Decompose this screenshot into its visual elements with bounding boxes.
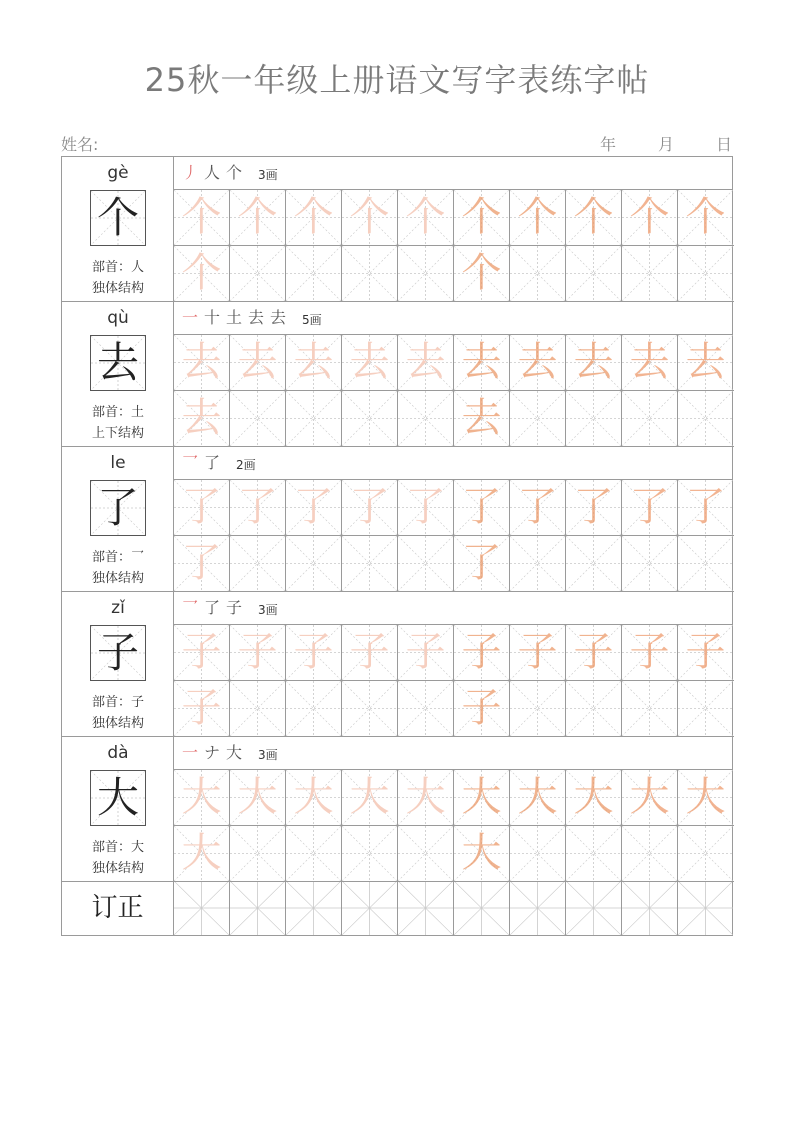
practice-cell[interactable] bbox=[622, 190, 678, 246]
guide-lines bbox=[566, 246, 621, 301]
trace-character: 大 bbox=[405, 774, 446, 820]
guide-lines bbox=[454, 881, 509, 935]
structure-label: 独体结构 bbox=[91, 861, 144, 876]
trace-character: 去 bbox=[181, 395, 222, 441]
practice-cell[interactable] bbox=[566, 480, 622, 536]
practice-cell[interactable] bbox=[174, 826, 230, 882]
trace-character: 子 bbox=[349, 629, 390, 675]
practice-sheet bbox=[61, 156, 733, 936]
radical-label: 部首：大 bbox=[91, 840, 144, 855]
practice-cell[interactable] bbox=[566, 335, 622, 391]
character-info bbox=[62, 447, 174, 591]
practice-cell[interactable] bbox=[678, 190, 734, 246]
character-info bbox=[62, 157, 174, 301]
guide-lines bbox=[566, 881, 621, 935]
trace-character: 子 bbox=[573, 629, 614, 675]
practice-cell[interactable] bbox=[622, 770, 678, 826]
guide-lines bbox=[398, 536, 453, 591]
practice-cell[interactable] bbox=[286, 536, 342, 592]
practice-cell[interactable] bbox=[566, 190, 622, 246]
guide-lines bbox=[286, 826, 341, 881]
guide-lines bbox=[510, 391, 565, 446]
practice-cell[interactable] bbox=[286, 826, 342, 882]
structure-label: 独体结构 bbox=[91, 716, 144, 731]
practice-cell[interactable] bbox=[342, 246, 398, 302]
stroke-count: 3画 bbox=[258, 748, 278, 762]
trace-character: 去 bbox=[349, 339, 390, 385]
guide-lines bbox=[342, 246, 397, 301]
guide-lines bbox=[678, 681, 733, 736]
practice-cell[interactable] bbox=[454, 391, 510, 447]
practice-cell[interactable] bbox=[174, 190, 230, 246]
practice-cell[interactable] bbox=[678, 335, 734, 391]
practice-cell[interactable] bbox=[342, 391, 398, 447]
practice-cell[interactable] bbox=[678, 770, 734, 826]
practice-cell[interactable] bbox=[510, 246, 566, 302]
practice-cell[interactable] bbox=[174, 480, 230, 536]
guide-lines bbox=[622, 246, 677, 301]
guide-lines bbox=[510, 536, 565, 591]
practice-cell[interactable] bbox=[174, 335, 230, 391]
practice-cell[interactable] bbox=[286, 190, 342, 246]
trace-character: 大 bbox=[461, 774, 502, 820]
stroke-step: ナ bbox=[204, 743, 221, 762]
guide-lines bbox=[398, 391, 453, 446]
correction-cell[interactable] bbox=[398, 881, 454, 935]
practice-cell[interactable] bbox=[622, 480, 678, 536]
pinyin: le bbox=[110, 453, 126, 473]
guide-lines bbox=[622, 391, 677, 446]
stroke-step: 一 bbox=[182, 308, 199, 327]
practice-cell[interactable] bbox=[454, 536, 510, 592]
guide-lines bbox=[342, 391, 397, 446]
model-character-box bbox=[90, 625, 146, 681]
trace-character: 去 bbox=[461, 339, 502, 385]
practice-cell[interactable] bbox=[398, 681, 454, 737]
practice-cell[interactable] bbox=[510, 625, 566, 681]
correction-cell[interactable] bbox=[454, 881, 510, 935]
trace-character: 了 bbox=[293, 484, 334, 530]
stroke-count: 2画 bbox=[236, 458, 256, 472]
practice-cell[interactable] bbox=[230, 770, 286, 826]
practice-cell[interactable] bbox=[342, 190, 398, 246]
practice-cell[interactable] bbox=[566, 625, 622, 681]
guide-lines bbox=[678, 246, 733, 301]
trace-character: 子 bbox=[181, 685, 222, 731]
stroke-step: 丿 bbox=[182, 163, 199, 182]
guide-lines bbox=[342, 881, 397, 935]
guide-lines bbox=[566, 826, 621, 881]
trace-character: 了 bbox=[349, 484, 390, 530]
trace-character: 个 bbox=[685, 194, 726, 240]
practice-cell[interactable] bbox=[622, 625, 678, 681]
stroke-step: 去 bbox=[270, 308, 287, 327]
trace-character: 了 bbox=[573, 484, 614, 530]
trace-character: 个 bbox=[517, 194, 558, 240]
correction-cell[interactable] bbox=[510, 881, 566, 935]
model-character-box bbox=[90, 335, 146, 391]
correction-cell[interactable] bbox=[342, 881, 398, 935]
trace-character: 去 bbox=[629, 339, 670, 385]
model-character-box bbox=[90, 480, 146, 536]
practice-cell[interactable] bbox=[286, 391, 342, 447]
radical-label: 部首：土 bbox=[91, 405, 144, 420]
trace-character: 去 bbox=[181, 339, 222, 385]
guide-lines bbox=[230, 246, 285, 301]
stroke-step: 子 bbox=[226, 598, 243, 617]
correction-label: 订正 bbox=[62, 881, 174, 935]
pinyin: gè bbox=[107, 163, 129, 183]
character-info bbox=[62, 592, 174, 736]
practice-cell[interactable] bbox=[342, 536, 398, 592]
model-character: 了 bbox=[96, 483, 139, 532]
day-label: 日 bbox=[715, 135, 732, 154]
practice-cell[interactable] bbox=[230, 246, 286, 302]
practice-cell[interactable] bbox=[286, 681, 342, 737]
trace-character: 子 bbox=[685, 629, 726, 675]
stroke-order bbox=[174, 302, 732, 335]
practice-cell[interactable] bbox=[230, 391, 286, 447]
guide-lines bbox=[566, 681, 621, 736]
radical-label: 部首：子 bbox=[91, 695, 144, 710]
practice-cell[interactable] bbox=[454, 681, 510, 737]
stroke-step: 个 bbox=[226, 163, 243, 182]
guide-lines bbox=[510, 681, 565, 736]
radical-label: 部首：乛 bbox=[91, 550, 144, 565]
trace-character: 去 bbox=[685, 339, 726, 385]
guide-lines bbox=[566, 536, 621, 591]
guide-lines bbox=[286, 881, 341, 935]
practice-cell[interactable] bbox=[286, 625, 342, 681]
practice-cell[interactable] bbox=[454, 826, 510, 882]
stroke-step: 土 bbox=[226, 308, 243, 327]
practice-cell[interactable] bbox=[622, 391, 678, 447]
trace-character: 了 bbox=[405, 484, 446, 530]
trace-character: 了 bbox=[629, 484, 670, 530]
stroke-order bbox=[174, 447, 732, 480]
trace-character: 子 bbox=[293, 629, 334, 675]
trace-character: 个 bbox=[573, 194, 614, 240]
practice-cell[interactable] bbox=[174, 246, 230, 302]
trace-character: 了 bbox=[461, 540, 502, 586]
trace-character: 了 bbox=[517, 484, 558, 530]
trace-character: 大 bbox=[293, 774, 334, 820]
correction-row bbox=[62, 881, 732, 935]
practice-cell[interactable] bbox=[286, 770, 342, 826]
guide-lines bbox=[230, 681, 285, 736]
correction-cell[interactable] bbox=[174, 881, 230, 935]
guide-lines bbox=[286, 681, 341, 736]
practice-cell[interactable] bbox=[230, 480, 286, 536]
practice-cell[interactable] bbox=[230, 681, 286, 737]
practice-cell[interactable] bbox=[230, 625, 286, 681]
guide-lines bbox=[342, 536, 397, 591]
practice-cell[interactable] bbox=[510, 335, 566, 391]
practice-cell[interactable] bbox=[286, 335, 342, 391]
stroke-order bbox=[174, 592, 732, 625]
trace-character: 个 bbox=[349, 194, 390, 240]
character-block bbox=[62, 302, 732, 447]
character-info bbox=[62, 737, 174, 881]
practice-cell[interactable] bbox=[678, 625, 734, 681]
practice-cell[interactable] bbox=[398, 335, 454, 391]
pinyin: qù bbox=[107, 308, 129, 328]
practice-cell[interactable] bbox=[230, 826, 286, 882]
trace-character: 子 bbox=[517, 629, 558, 675]
practice-cell[interactable] bbox=[342, 625, 398, 681]
guide-lines bbox=[230, 391, 285, 446]
guide-lines bbox=[230, 826, 285, 881]
trace-character: 了 bbox=[685, 484, 726, 530]
page-title: 25秋一年级上册语文写字表练字帖 bbox=[144, 61, 650, 99]
character-block bbox=[62, 447, 732, 592]
trace-character: 个 bbox=[405, 194, 446, 240]
practice-cell[interactable] bbox=[510, 190, 566, 246]
practice-cell[interactable] bbox=[174, 770, 230, 826]
trace-character: 子 bbox=[461, 685, 502, 731]
practice-cell[interactable] bbox=[398, 770, 454, 826]
guide-lines bbox=[174, 881, 229, 935]
practice-cell[interactable] bbox=[510, 536, 566, 592]
trace-character: 子 bbox=[237, 629, 278, 675]
pinyin: zǐ bbox=[111, 598, 125, 618]
guide-lines bbox=[510, 826, 565, 881]
practice-cell[interactable] bbox=[454, 335, 510, 391]
practice-cell[interactable] bbox=[342, 770, 398, 826]
trace-character: 大 bbox=[181, 830, 222, 876]
practice-cell[interactable] bbox=[174, 681, 230, 737]
trace-character: 个 bbox=[237, 194, 278, 240]
guide-lines bbox=[678, 881, 733, 935]
stroke-count: 3画 bbox=[258, 168, 278, 182]
practice-cell[interactable] bbox=[510, 770, 566, 826]
model-character: 个 bbox=[96, 193, 139, 242]
year-label: 年 bbox=[599, 135, 616, 154]
practice-cell[interactable] bbox=[678, 391, 734, 447]
practice-cell[interactable] bbox=[398, 536, 454, 592]
practice-cell[interactable] bbox=[566, 770, 622, 826]
guide-lines bbox=[398, 826, 453, 881]
practice-cell[interactable] bbox=[510, 681, 566, 737]
practice-cell[interactable] bbox=[286, 480, 342, 536]
trace-character: 个 bbox=[629, 194, 670, 240]
model-character: 大 bbox=[96, 773, 139, 822]
guide-lines bbox=[230, 881, 285, 935]
guide-lines bbox=[230, 536, 285, 591]
practice-cell[interactable] bbox=[230, 536, 286, 592]
trace-character: 了 bbox=[181, 484, 222, 530]
trace-character: 子 bbox=[461, 629, 502, 675]
practice-cell[interactable] bbox=[398, 190, 454, 246]
character-block bbox=[62, 157, 732, 302]
month-label: 月 bbox=[657, 135, 674, 154]
practice-cell[interactable] bbox=[230, 190, 286, 246]
stroke-step: 乛 bbox=[182, 598, 199, 617]
trace-character: 个 bbox=[181, 194, 222, 240]
guide-lines bbox=[286, 536, 341, 591]
practice-cell[interactable] bbox=[230, 335, 286, 391]
practice-cell[interactable] bbox=[398, 826, 454, 882]
practice-cell[interactable] bbox=[286, 246, 342, 302]
guide-lines bbox=[286, 246, 341, 301]
practice-cell[interactable] bbox=[678, 536, 734, 592]
practice-cell[interactable] bbox=[174, 391, 230, 447]
practice-cell[interactable] bbox=[398, 391, 454, 447]
model-character-box bbox=[90, 770, 146, 826]
practice-cell[interactable] bbox=[622, 826, 678, 882]
practice-cell[interactable] bbox=[342, 480, 398, 536]
practice-cell[interactable] bbox=[678, 681, 734, 737]
trace-character: 去 bbox=[405, 339, 446, 385]
trace-character: 大 bbox=[517, 774, 558, 820]
trace-character: 了 bbox=[237, 484, 278, 530]
trace-character: 大 bbox=[237, 774, 278, 820]
date-fields bbox=[600, 132, 732, 155]
practice-cell[interactable] bbox=[454, 770, 510, 826]
trace-character: 个 bbox=[181, 250, 222, 296]
guide-lines bbox=[622, 881, 677, 935]
stroke-order bbox=[174, 157, 732, 190]
correction-cell[interactable] bbox=[230, 881, 286, 935]
guide-lines bbox=[622, 826, 677, 881]
correction-cell[interactable] bbox=[566, 881, 622, 935]
trace-character: 去 bbox=[293, 339, 334, 385]
practice-cell[interactable] bbox=[398, 480, 454, 536]
guide-lines bbox=[510, 881, 565, 935]
guide-lines bbox=[622, 681, 677, 736]
stroke-step: 人 bbox=[204, 163, 221, 182]
practice-cell[interactable] bbox=[678, 246, 734, 302]
name-label: 姓名: bbox=[61, 135, 99, 154]
trace-character: 去 bbox=[573, 339, 614, 385]
stroke-step: 了 bbox=[204, 598, 221, 617]
model-character-box bbox=[90, 190, 146, 246]
character-block bbox=[62, 592, 732, 737]
trace-character: 去 bbox=[237, 339, 278, 385]
guide-lines bbox=[398, 246, 453, 301]
practice-cell[interactable] bbox=[566, 536, 622, 592]
guide-lines bbox=[342, 826, 397, 881]
model-character: 子 bbox=[96, 628, 139, 677]
practice-cell[interactable] bbox=[678, 480, 734, 536]
guide-lines bbox=[622, 536, 677, 591]
practice-cell[interactable] bbox=[566, 826, 622, 882]
stroke-step: 十 bbox=[204, 308, 221, 327]
pinyin: dà bbox=[107, 743, 129, 763]
trace-character: 子 bbox=[405, 629, 446, 675]
correction-cell[interactable] bbox=[286, 881, 342, 935]
practice-cell[interactable] bbox=[174, 625, 230, 681]
trace-character: 大 bbox=[181, 774, 222, 820]
guide-lines bbox=[678, 536, 733, 591]
guide-lines bbox=[678, 391, 733, 446]
trace-character: 个 bbox=[461, 250, 502, 296]
character-block bbox=[62, 737, 732, 882]
correction-cell[interactable] bbox=[678, 881, 734, 935]
trace-character: 大 bbox=[629, 774, 670, 820]
trace-character: 个 bbox=[461, 194, 502, 240]
correction-cell[interactable] bbox=[622, 881, 678, 935]
structure-label: 独体结构 bbox=[91, 571, 144, 586]
stroke-count: 3画 bbox=[258, 603, 278, 617]
stroke-step: 乛 bbox=[182, 453, 199, 472]
practice-cell[interactable] bbox=[622, 335, 678, 391]
stroke-order bbox=[174, 737, 732, 770]
structure-label: 独体结构 bbox=[91, 281, 144, 296]
trace-character: 个 bbox=[293, 194, 334, 240]
practice-cell[interactable] bbox=[454, 246, 510, 302]
practice-cell[interactable] bbox=[398, 625, 454, 681]
stroke-step: 了 bbox=[204, 453, 221, 472]
trace-character: 去 bbox=[461, 395, 502, 441]
practice-cell[interactable] bbox=[342, 335, 398, 391]
structure-label: 上下结构 bbox=[91, 426, 144, 441]
guide-lines bbox=[510, 246, 565, 301]
practice-cell[interactable] bbox=[174, 536, 230, 592]
trace-character: 去 bbox=[517, 339, 558, 385]
trace-character: 子 bbox=[181, 629, 222, 675]
trace-character: 大 bbox=[461, 830, 502, 876]
practice-cell[interactable] bbox=[622, 681, 678, 737]
practice-cell[interactable] bbox=[678, 826, 734, 882]
guide-lines bbox=[286, 391, 341, 446]
practice-cell[interactable] bbox=[510, 826, 566, 882]
trace-character: 大 bbox=[349, 774, 390, 820]
practice-cell[interactable] bbox=[342, 826, 398, 882]
character-info bbox=[62, 302, 174, 446]
stroke-step: 去 bbox=[248, 308, 265, 327]
trace-character: 大 bbox=[685, 774, 726, 820]
practice-cell[interactable] bbox=[454, 625, 510, 681]
trace-character: 了 bbox=[181, 540, 222, 586]
guide-lines bbox=[342, 681, 397, 736]
radical-label: 部首：人 bbox=[91, 260, 144, 275]
guide-lines bbox=[398, 681, 453, 736]
model-character: 去 bbox=[96, 338, 139, 387]
practice-cell[interactable] bbox=[454, 480, 510, 536]
practice-cell[interactable] bbox=[566, 681, 622, 737]
trace-character: 大 bbox=[573, 774, 614, 820]
guide-lines bbox=[566, 391, 621, 446]
practice-cell[interactable] bbox=[342, 681, 398, 737]
practice-cell[interactable] bbox=[454, 190, 510, 246]
guide-lines bbox=[398, 881, 453, 935]
practice-cell[interactable] bbox=[622, 246, 678, 302]
trace-character: 了 bbox=[461, 484, 502, 530]
guide-lines bbox=[678, 826, 733, 881]
stroke-count: 5画 bbox=[302, 313, 322, 327]
stroke-step: 大 bbox=[226, 743, 243, 762]
practice-cell[interactable] bbox=[510, 391, 566, 447]
practice-cell[interactable] bbox=[622, 536, 678, 592]
trace-character: 子 bbox=[629, 629, 670, 675]
practice-cell[interactable] bbox=[398, 246, 454, 302]
practice-cell[interactable] bbox=[566, 246, 622, 302]
practice-cell[interactable] bbox=[510, 480, 566, 536]
practice-cell[interactable] bbox=[566, 391, 622, 447]
stroke-step: 一 bbox=[182, 743, 199, 762]
